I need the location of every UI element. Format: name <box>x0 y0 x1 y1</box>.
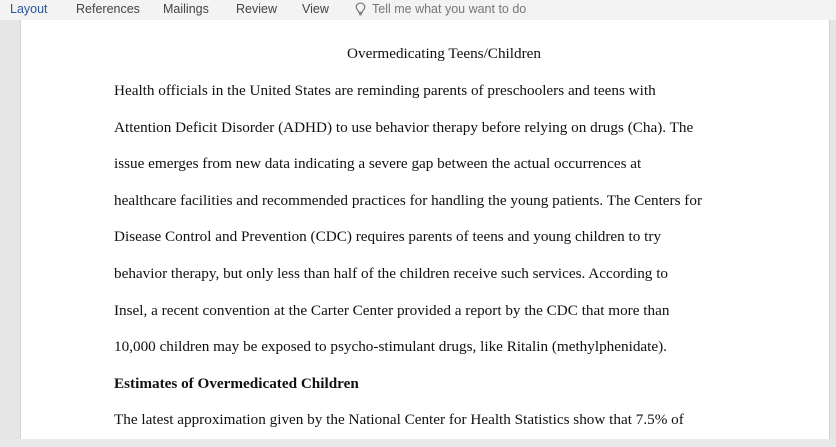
tell-me-placeholder: Tell me what you want to do <box>372 2 527 16</box>
ribbon-tab-bar <box>0 0 836 20</box>
document-page[interactable] <box>20 20 830 439</box>
paragraph-line: Disease Control and Prevention (CDC) requires parents of teens and young children to try <box>114 228 662 246</box>
tab-references[interactable]: References <box>76 2 140 16</box>
paragraph-line: behavior therapy, but only less than half of the children receive such services. According to <box>114 264 669 282</box>
section-heading: Estimates of Overmedicated Children <box>114 374 359 392</box>
paragraph-line: healthcare facilities and recommended practices for handling the young patients. The Centers for <box>114 191 703 209</box>
document-workspace <box>0 20 836 439</box>
tell-me-search[interactable] <box>355 2 526 16</box>
tab-review[interactable]: Review <box>236 2 277 16</box>
paragraph-line: Attention Deficit Disorder (ADHD) to use behavior therapy before relying on drugs (Cha). The <box>114 118 694 136</box>
paragraph-line: issue emerges from new data indicating a severe gap between the actual occurrences at <box>114 155 642 173</box>
tab-view[interactable]: View <box>302 2 329 16</box>
document-title: Overmedicating Teens/Children <box>347 45 541 62</box>
paragraph-line: Health officials in the United States are reminding parents of preschoolers and teens with <box>114 82 656 99</box>
tab-mailings[interactable]: Mailings <box>163 2 209 16</box>
paragraph-line: The latest approximation given by the National Center for Health Statistics show that 7.5% of <box>114 411 684 429</box>
paragraph-line: Insel, a recent convention at the Carter Center provided a report by the CDC that more than <box>114 301 670 319</box>
document-body[interactable] <box>114 44 774 447</box>
tab-layout[interactable]: Layout <box>10 2 48 16</box>
paragraph-line: 10,000 children may be exposed to psycho-stimulant drugs, like Ritalin (methylphenidate). <box>114 338 667 356</box>
lightbulb-icon <box>355 2 366 16</box>
